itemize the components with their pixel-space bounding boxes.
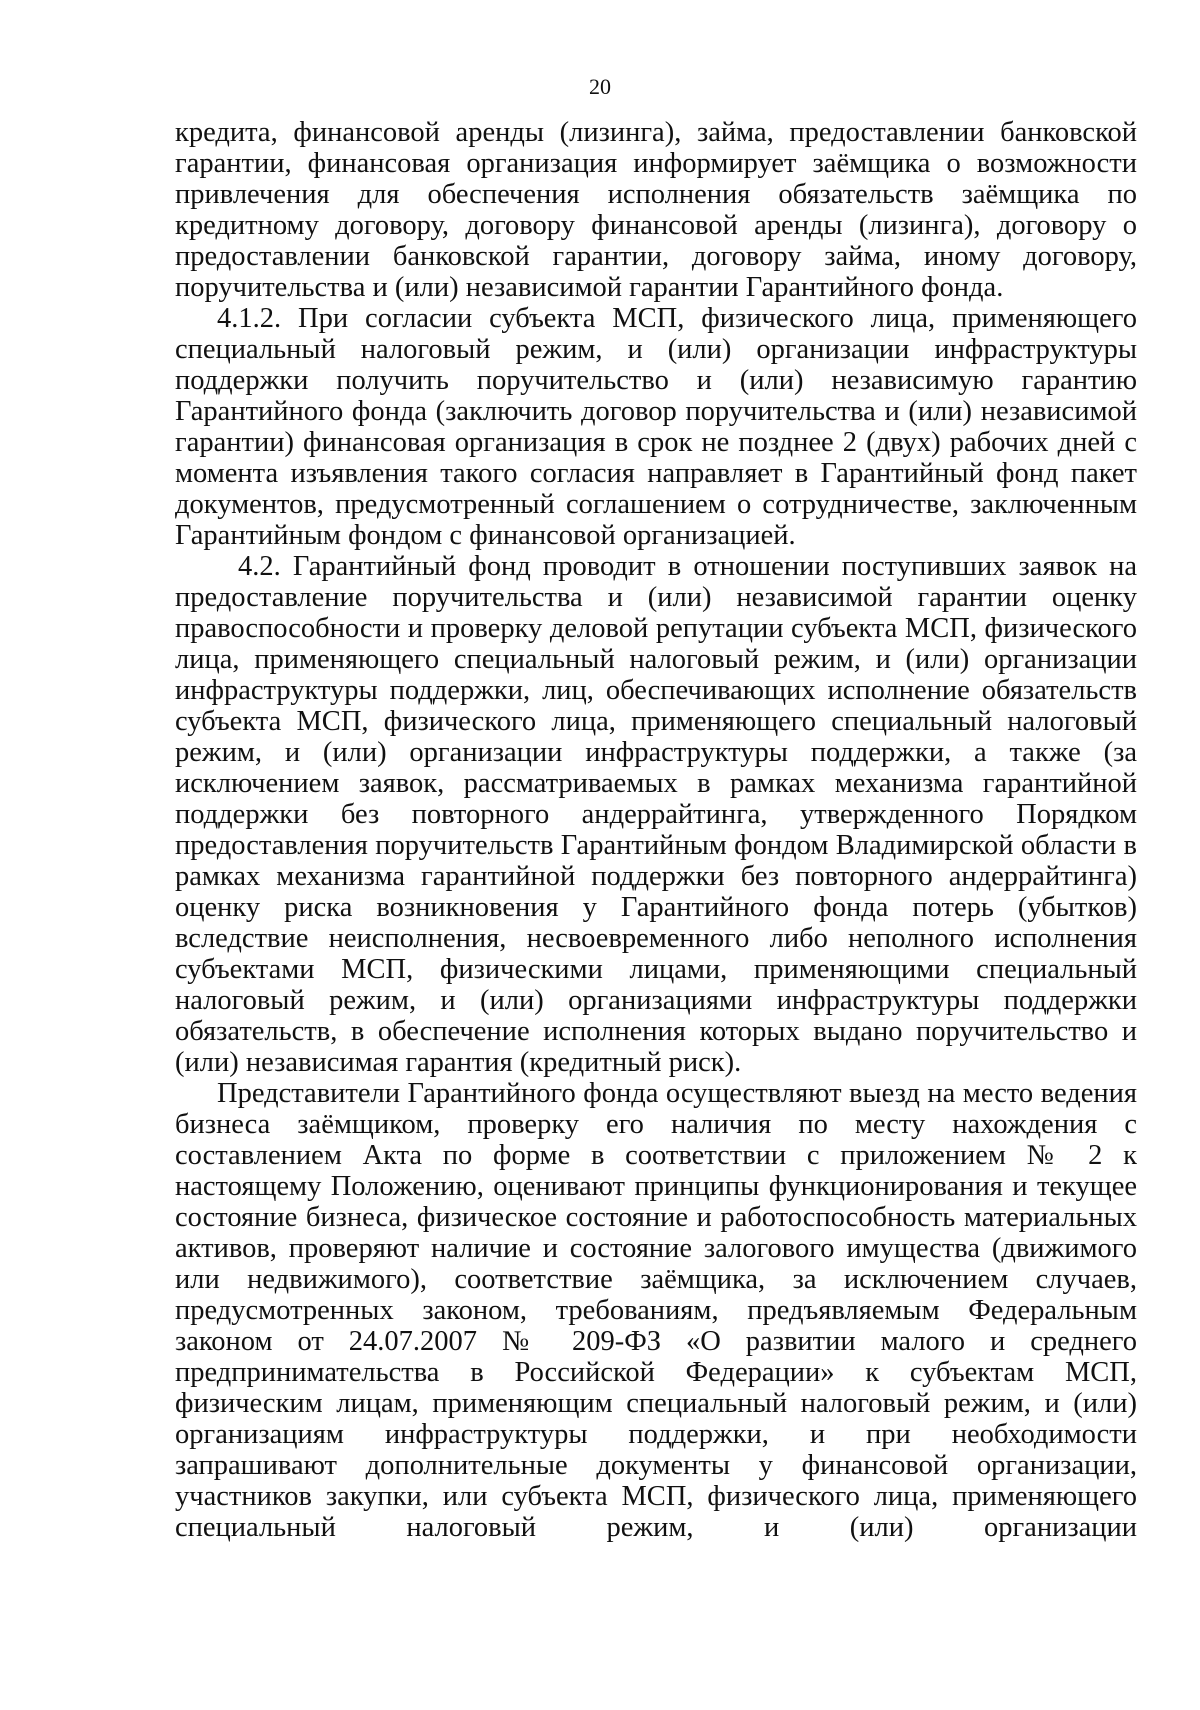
- page-number: 20: [589, 74, 611, 99]
- paragraph-4-1-2: 4.1.2. При согласии субъекта МСП, физического лица, применяющего специальный налоговый режим, и (или) организации инфраструктуры поддержки получить поручительство и (или) независимую гарантию Гарантийного фонда (заключить договор поручительства и (или) независимой гарантии) финансовая организация в срок не позднее 2 (двух) рабочих дней с момента изъявления такого согласия направляет в Гарантийный фонд пакет документов, предусмотренный соглашением о сотрудничестве, заключенным Гарантийным фондом с финансовой организацией.: [175, 303, 1137, 551]
- paragraph-continuation: кредита, финансовой аренды (лизинга), займа, предоставлении банковской гарантии, финансовая организация информирует заёмщика о возможности привлечения для обеспечения исполнения обязательств заёмщика по кредитному договору, договору финансовой аренды (лизинга), договору о предоставлении банковской гарантии, договору займа, иному договору, поручительства и (или) независимой гарантии Гарантийного фонда.: [175, 117, 1137, 303]
- document-body: [175, 117, 1137, 1543]
- paragraph-fund-representatives: Представители Гарантийного фонда осуществляют выезд на место ведения бизнеса заёмщиком, проверку его наличия по месту нахождения с составлением Акта по форме в соответствии с приложением № 2 к настоящему Положению, оценивают принципы функционирования и текущее состояние бизнеса, физическое состояние и работоспособность материальных активов, проверяют наличие и состояние залогового имущества (движимого или недвижимого), соответствие заёмщика, за исключением случаев, предусмотренных законом, требованиям, предъявляемым Федеральным законом от 24.07.2007 № 209-ФЗ «О развитии малого и среднего предпринимательства в Российской Федерации» к субъектам МСП, физическим лицам, применяющим специальный налоговый режим, и (или) организациям инфраструктуры поддержки, и при необходимости запрашивают дополнительные документы у финансовой организации, участников закупки, или субъекта МСП, физического лица, применяющего специальный налоговый режим, и (или) организации: [175, 1078, 1137, 1543]
- paragraph-4-2: 4.2. Гарантийный фонд проводит в отношении поступивших заявок на предоставление поручительства и (или) независимой гарантии оценку правоспособности и проверку деловой репутации субъекта МСП, физического лица, применяющего специальный налоговый режим, и (или) организации инфраструктуры поддержки, лиц, обеспечивающих исполнение обязательств субъекта МСП, физического лица, применяющего специальный налоговый режим, и (или) организации инфраструктуры поддержки, а также (за исключением заявок, рассматриваемых в рамках механизма гарантийной поддержки без повторного андеррайтинга, утвержденного Порядком предоставления поручительств Гарантийным фондом Владимирской области в рамках механизма гарантийной поддержки без повторного андеррайтинга) оценку риска возникновения у Гарантийного фонда потерь (убытков) вследствие неисполнения, несвоевременного либо неполного исполнения субъектами МСП, физическими лицами, применяющими специальный налоговый режим, и (или) организациями инфраструктуры поддержки обязательств, в обеспечение исполнения которых выдано поручительство и (или) независимая гарантия (кредитный риск).: [175, 551, 1137, 1078]
